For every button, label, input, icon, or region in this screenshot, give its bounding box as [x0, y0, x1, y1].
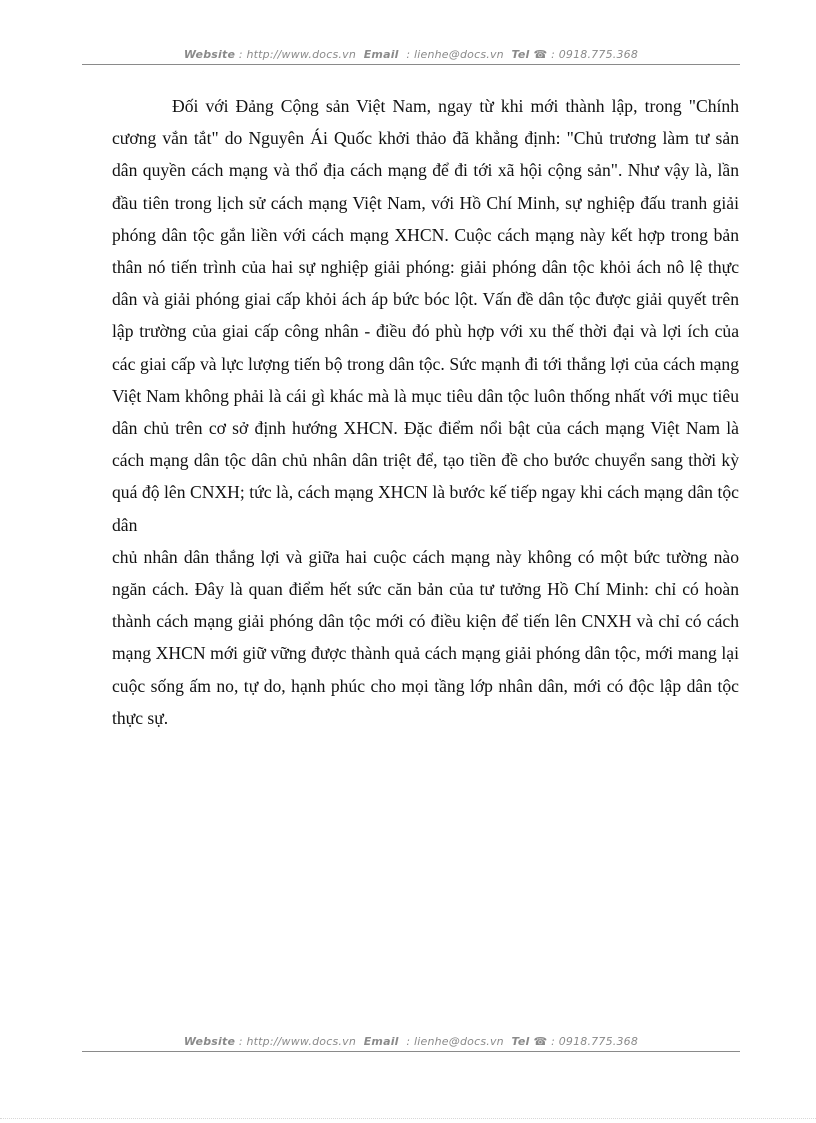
- header-email-value[interactable]: lienhe@docs.vn: [413, 48, 504, 61]
- header-tel-value: 0918.775.368: [558, 48, 639, 61]
- header-tel-label: Tel: [511, 48, 530, 61]
- document-body: [112, 90, 739, 734]
- header-website-url[interactable]: http://www.docs.vn: [246, 48, 356, 61]
- footer-email-value[interactable]: lienhe@docs.vn: [413, 1035, 504, 1048]
- paragraph-1: Đối với Đảng Cộng sản Việt Nam, ngay từ khi mới thành lập, trong "Chính cương vắn tắt" do Nguyên Ái Quốc khởi thảo đã khẳng định: "Chủ trương làm tư sản dân quyền cách mạng và thổ địa cách mạng để đi tới xã hội cộng sản". Như vậy là, lần đầu tiên trong lịch sử cách mạng Việt Nam, với Hồ Chí Minh, sự nghiệp đấu tranh giải phóng dân tộc gắn liền với cách mạng XHCN. Cuộc cách mạng này kết hợp trong bản thân nó tiến trình của hai sự nghiệp giải phóng: giải phóng dân tộc khỏi ách nô lệ thực dân và giải phóng giai cấp khỏi ách áp bức bóc lột. Vấn đề dân tộc được giải quyết trên lập trường của giai cấp công nhân - điều đó phù hợp với xu thế thời đại và lợi ích của các giai cấp và lực lượng tiến bộ trong dân tộc. Sức mạnh đi tới thắng lợi của cách mạng Việt Nam không phải là cái gì khác mà là mục tiêu dân tộc luôn thống nhất với mục tiêu dân chủ trên cơ sở định hướng XHCN. Đặc điểm nổi bật của cách mạng Việt Nam là cách mạng dân tộc dân chủ nhân dân triệt để, tạo tiền đề cho bước chuyển sang thời kỳ quá độ lên CNXH; tức là, cách mạng XHCN là bước kế tiếp ngay khi cách mạng dân tộc dân: [112, 96, 739, 535]
- footer-tel-label: Tel: [511, 1035, 530, 1048]
- paragraph-2: chủ nhân dân thắng lợi và giữa hai cuộc cách mạng này không có một bức tường nào ngăn cách. Đây là quan điểm hết sức căn bản của tư tưởng Hồ Chí Minh: chỉ có hoàn thành cách mạng giải phóng dân tộc mới có điều kiện để tiến lên CNXH và chỉ có cách mạng XHCN mới giữ vững được thành quả cách mạng giải phóng dân tộc, mới mang lại cuộc sống ấm no, tự do, hạnh phúc cho mọi tầng lớp nhân dân, mới có độc lập dân tộc thực sự.: [112, 546, 739, 728]
- page-footer: Website : http://www.docs.vn Email : lienhe@docs.vn Tel ☎ : 0918.775.368: [82, 1035, 740, 1052]
- footer-website-label: Website: [183, 1035, 236, 1048]
- page-bottom-divider: [0, 1118, 816, 1119]
- footer-tel-value: 0918.775.368: [558, 1035, 639, 1048]
- header-website-label: Website: [183, 48, 236, 61]
- phone-icon: ☎: [533, 1035, 548, 1048]
- footer-website-url[interactable]: http://www.docs.vn: [246, 1035, 356, 1048]
- phone-icon: ☎: [533, 48, 548, 61]
- header-email-label: Email: [363, 48, 399, 61]
- footer-email-label: Email: [363, 1035, 399, 1048]
- page-header: Website : http://www.docs.vn Email : lienhe@docs.vn Tel ☎ : 0918.775.368: [82, 48, 740, 65]
